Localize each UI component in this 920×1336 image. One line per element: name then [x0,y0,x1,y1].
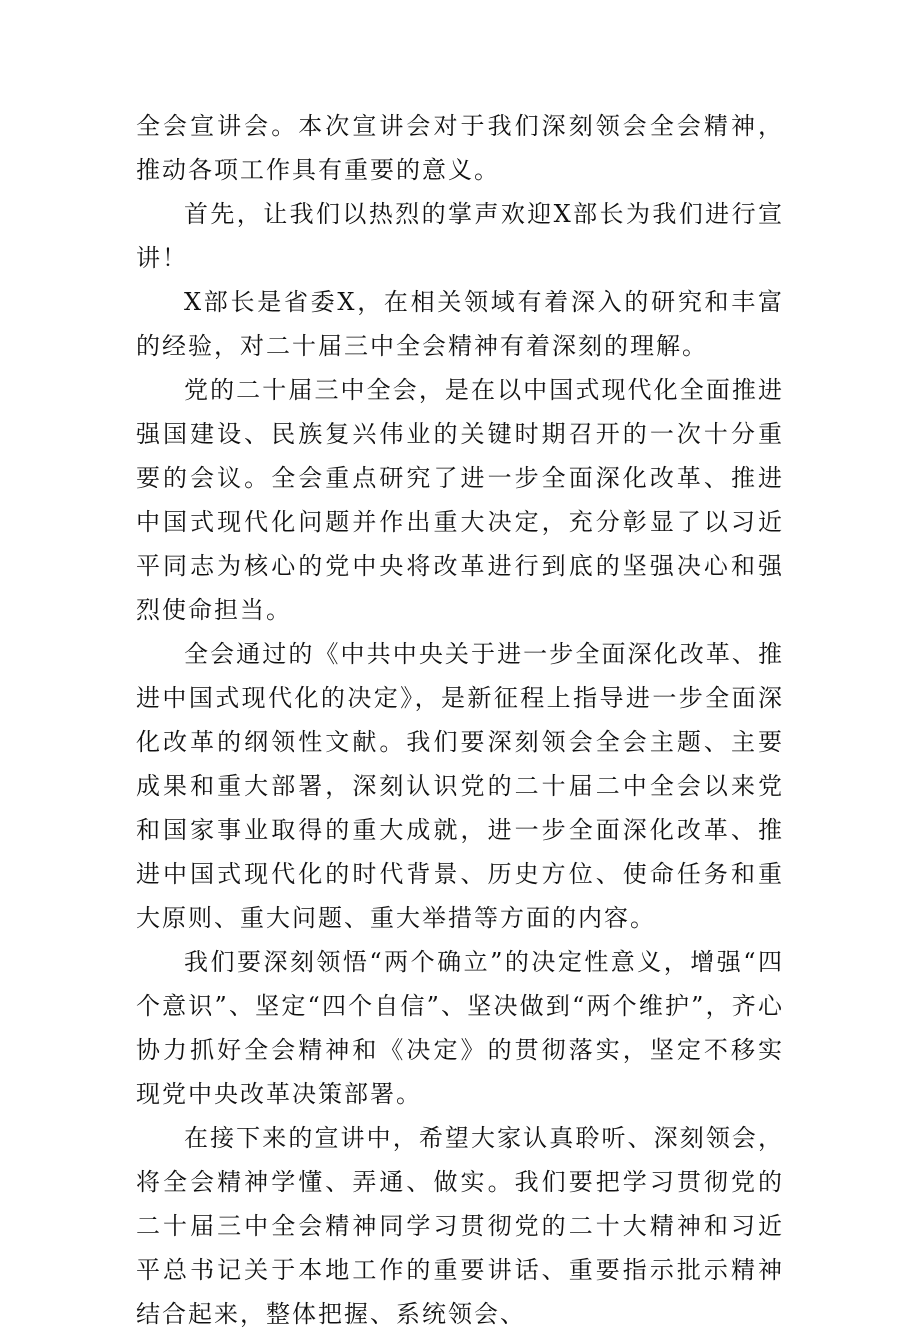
paragraph-7: 在接下来的宣讲中，希望大家认真聆听、深刻领会，将全会精神学懂、弄通、做实。我们要把学习贯彻党的二十届三中全会精神同学习贯彻党的二十大精神和习近平总书记关于本地工作的重要讲话、重要指示批示精神结合起来，整体把握、系统领会、 [136,1124,784,1328]
paragraph-1: 全会宣讲会。本次宣讲会对于我们深刻领会全会精神，推动各项工作具有重要的意义。 [136,112,784,184]
paragraph-3: X部长是省委X，在相关领域有着深入的研究和丰富的经验，对二十届三中全会精神有着深刻的理解。 [136,288,784,360]
paragraph-5: 全会通过的《中共中央关于进一步全面深化改革、推进中国式现代化的决定》，是新征程上指导进一步全面深化改革的纲领性文献。我们要深刻领会全会主题、主要成果和重大部署，深刻认识党的二十届二中全会以来党和国家事业取得的重大成就，进一步全面深化改革、推进中国式现代化的时代背景、历史方位、使命任务和重大原则、重大问题、重大举措等方面的内容。 [136,640,784,932]
paragraph-6: 我们要深刻领悟“两个确立”的决定性意义，增强“四个意识”、坚定“四个自信”、坚决做到“两个维护”，齐心协力抓好全会精神和《决定》的贯彻落实，坚定不移实现党中央改革决策部署。 [136,948,784,1108]
paragraph-4: 党的二十届三中全会，是在以中国式现代化全面推进强国建设、民族复兴伟业的关键时期召开的一次十分重要的会议。全会重点研究了进一步全面深化改革、推进中国式现代化问题并作出重大决定，充分彰显了以习近平同志为核心的党中央将改革进行到底的坚强决心和强烈使命担当。 [136,376,784,624]
document-body [136,104,784,1336]
paragraph-2: 首先，让我们以热烈的掌声欢迎X部长为我们进行宣讲！ [136,200,784,272]
